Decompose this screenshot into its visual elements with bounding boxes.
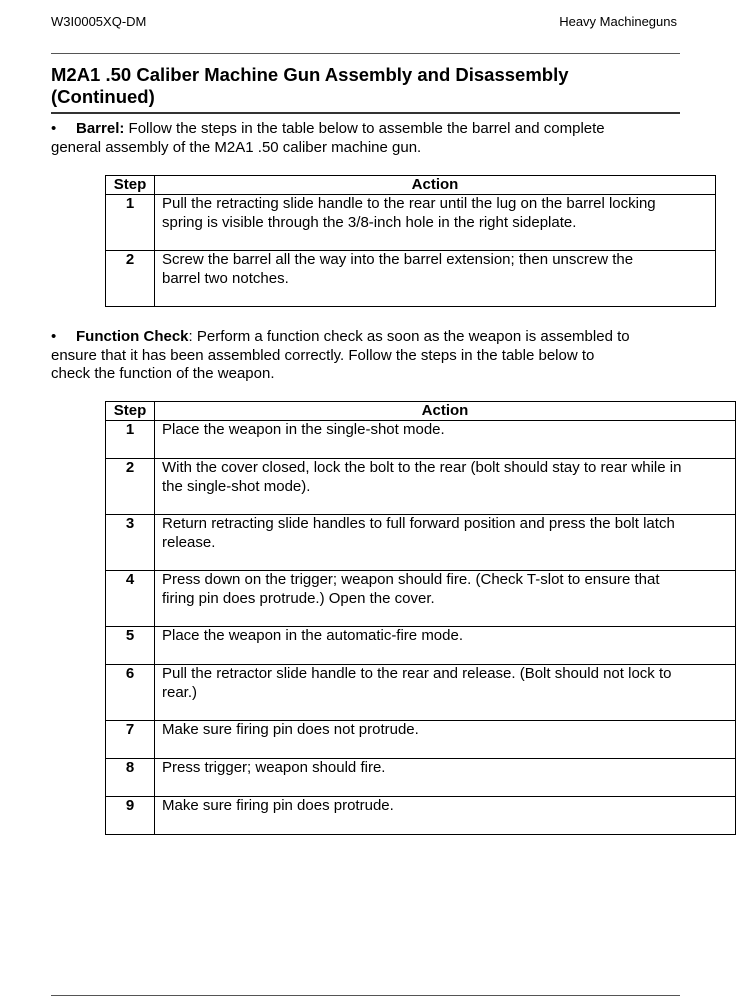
step-number: 3: [106, 515, 155, 571]
step-action-line2: release.: [162, 533, 216, 551]
table-row: [106, 797, 736, 835]
step-action: [155, 195, 716, 251]
step-column-header: Step: [106, 402, 155, 421]
table-row: [106, 665, 736, 721]
step-action: [155, 459, 736, 515]
function-check-steps-table: [105, 401, 736, 835]
step-number: 7: [106, 721, 155, 759]
step-number: 2: [106, 251, 155, 307]
step-column-header: Step: [106, 176, 155, 195]
step-action-line1: Place the weapon in the single-shot mode.: [162, 421, 445, 438]
step-number: 6: [106, 665, 155, 721]
action-column-header: Action: [155, 402, 736, 421]
function-check-label: Function Check: [76, 328, 189, 345]
step-action: [155, 797, 736, 835]
barrel-steps-table: [105, 175, 716, 307]
step-number: 8: [106, 759, 155, 797]
table-header-row: [106, 176, 716, 195]
bullet-icon: •: [51, 120, 57, 137]
table-row: [106, 515, 736, 571]
step-action: [155, 421, 736, 459]
action-column-header: Action: [155, 176, 716, 195]
step-action-line1: Screw the barrel all the way into the barrel extension; then unscrew the: [162, 251, 634, 268]
page-title-line1: M2A1 .50 Caliber Machine Gun Assembly and Disassembly: [51, 64, 569, 85]
step-action-line1: Press trigger; weapon should fire.: [162, 759, 386, 776]
step-number: 9: [106, 797, 155, 835]
step-action-line1: Make sure firing pin does protrude.: [162, 797, 394, 814]
document-id: W3I0005XQ-DM: [51, 14, 147, 29]
function-check-intro-line2: ensure that it has been assembled correctly. Follow the steps in the table below to: [51, 346, 595, 364]
barrel-label: Barrel:: [76, 120, 125, 137]
table-row: [106, 571, 736, 627]
function-check-intro: [51, 328, 691, 384]
section-name: Heavy Machineguns: [559, 14, 677, 29]
step-number: 4: [106, 571, 155, 627]
step-action: [155, 721, 736, 759]
page-title-line2: (Continued): [51, 86, 155, 107]
step-number: 1: [106, 195, 155, 251]
table-row: [106, 251, 716, 307]
table-row: [106, 195, 716, 251]
step-action-line1: Place the weapon in the automatic-fire mode.: [162, 627, 464, 644]
barrel-intro-line2: general assembly of the M2A1 .50 caliber machine gun.: [51, 138, 422, 156]
function-check-intro-line3: check the function of the weapon.: [51, 365, 275, 382]
step-action: [155, 515, 736, 571]
table-row: [106, 627, 736, 665]
table-row: [106, 459, 736, 515]
table-header-row: [106, 402, 736, 421]
step-action-line2: firing pin does protrude.) Open the cover.: [162, 589, 435, 607]
function-check-text-1: : Perform a function check as soon as the weapon is assembled to: [188, 328, 630, 345]
step-action: [155, 665, 736, 721]
step-action: [155, 627, 736, 665]
step-number: 1: [106, 421, 155, 459]
table-row: [106, 721, 736, 759]
step-action-line1: Return retracting slide handles to full forward position and press the bolt latch: [162, 515, 675, 532]
barrel-intro: [51, 120, 691, 157]
step-number: 2: [106, 459, 155, 515]
step-action-line1: Press down on the trigger; weapon should fire. (Check T-slot to ensure that: [162, 571, 660, 588]
step-action-line1: With the cover closed, lock the bolt to the rear (bolt should stay to rear while in: [162, 459, 682, 476]
step-number: 5: [106, 627, 155, 665]
barrel-intro-line1: [51, 120, 691, 139]
step-action: [155, 759, 736, 797]
step-action-line2: rear.): [162, 683, 198, 701]
step-action-line1: Pull the retracting slide handle to the rear until the lug on the barrel locking: [162, 195, 656, 212]
step-action-line2: the single-shot mode).: [162, 477, 311, 495]
barrel-text-1: Follow the steps in the table below to assemble the barrel and complete: [124, 120, 605, 137]
step-action: [155, 571, 736, 627]
table-row: [106, 421, 736, 459]
header-divider: [51, 53, 680, 54]
table-row: [106, 759, 736, 797]
step-action-line2: barrel two notches.: [162, 269, 289, 287]
step-action-line1: Make sure firing pin does not protrude.: [162, 721, 419, 738]
step-action-line1: Pull the retractor slide handle to the rear and release. (Bolt should not lock to: [162, 665, 672, 682]
step-action: [155, 251, 716, 307]
function-check-intro-line1: [51, 328, 691, 347]
page-title: [51, 64, 680, 114]
step-action-line2: spring is visible through the 3/8-inch hole in the right sideplate.: [162, 213, 577, 231]
footer-divider: [51, 995, 680, 996]
bullet-icon: •: [51, 328, 57, 345]
